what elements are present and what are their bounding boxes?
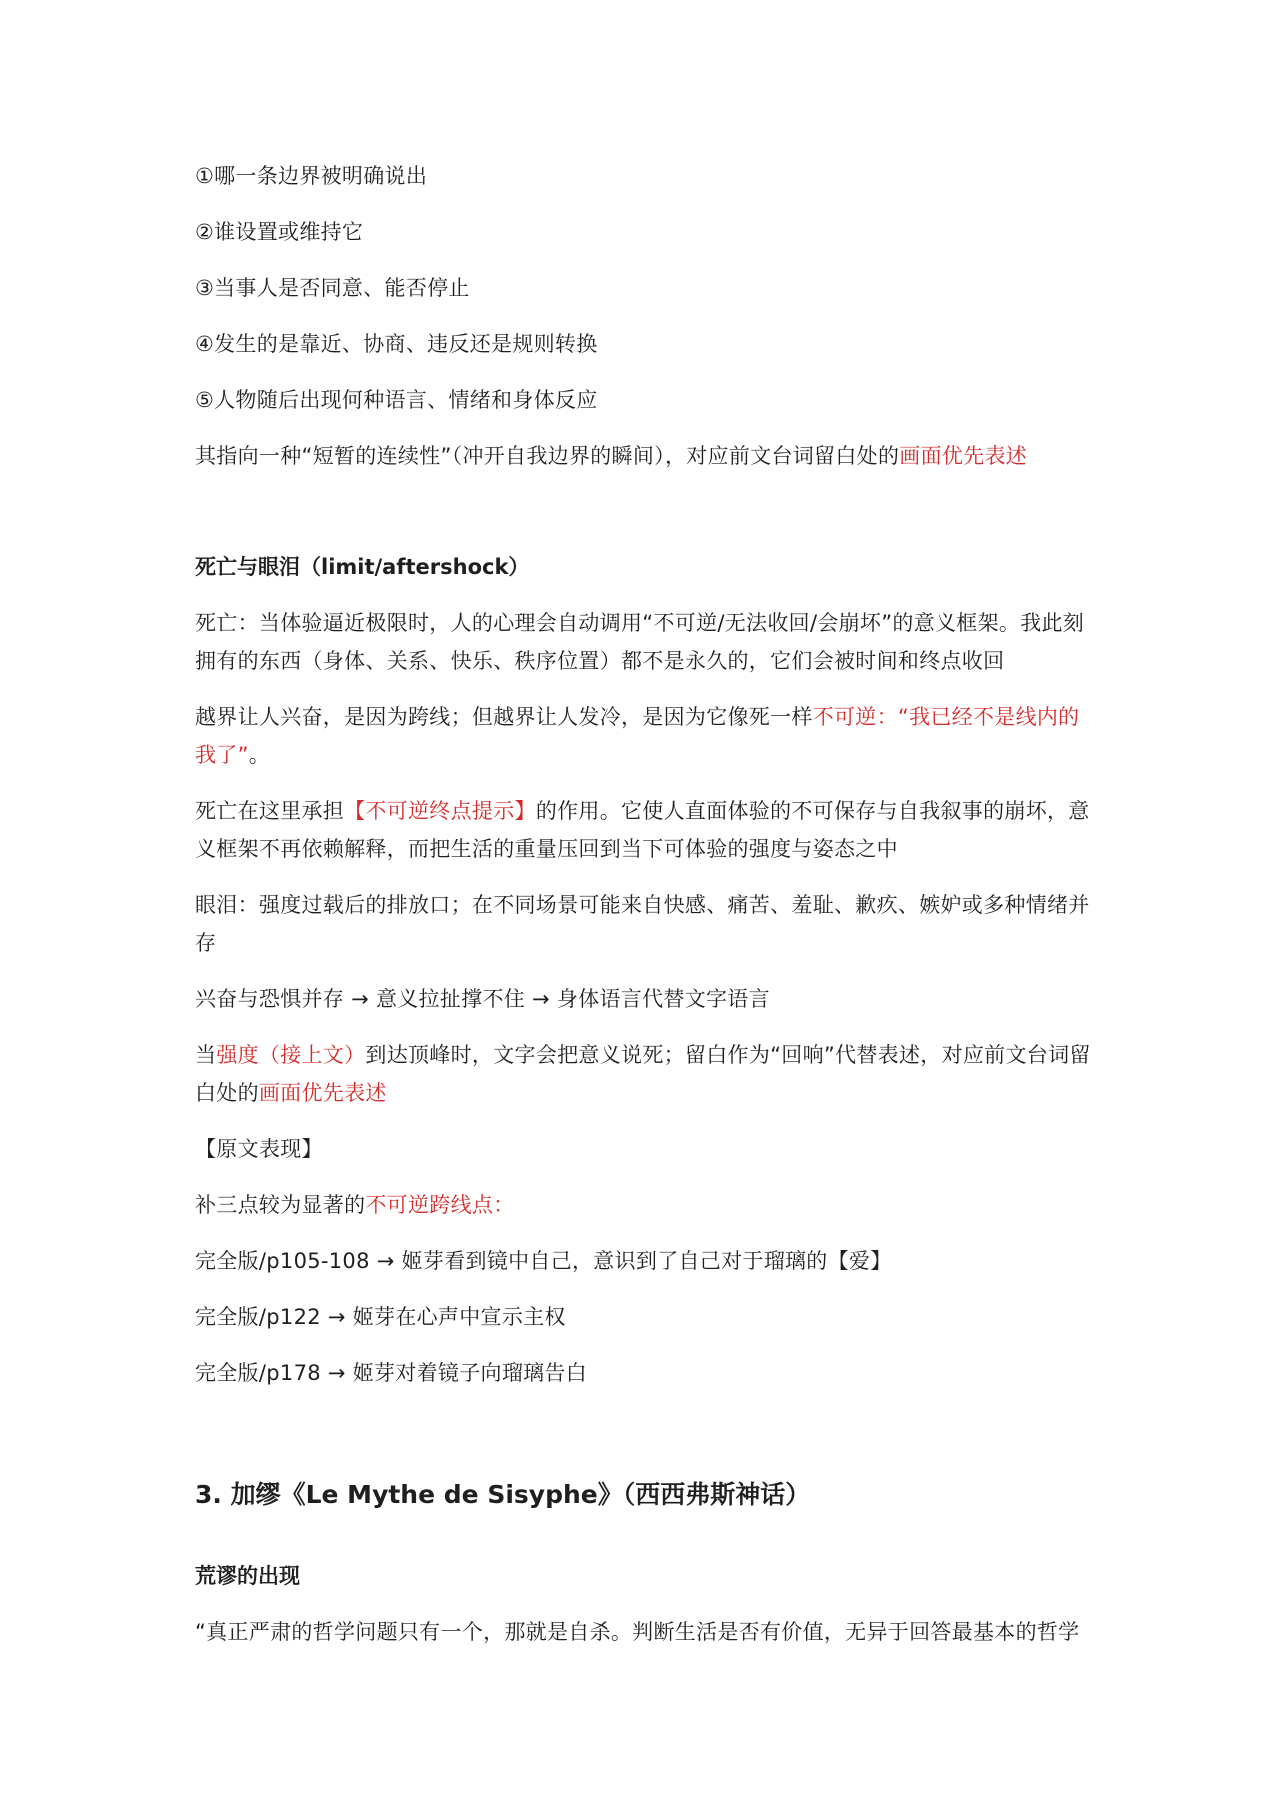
continuity-text: 其指向一种“短暂的连续性”（冲开自我边界的瞬间），对应前文台词留白处的 [195, 444, 900, 468]
flow-paragraph: 兴奋与恐惧并存 → 意义拉扯撑不住 → 身体语言代替文字语言 [195, 987, 770, 1011]
intensity-a: 当 [195, 1043, 217, 1067]
death-paragraph-3 [195, 792, 1095, 868]
camus-section-heading: 3. 加缪《Le Mythe de Sisyphe》（西西弗斯神话） [195, 1480, 811, 1509]
death-p3-a: 死亡在这里承担 [195, 799, 345, 823]
crossline-intro-highlight: 不可逆跨线点： [365, 1193, 515, 1217]
death-section-heading: 死亡与眼泪（limit/aftershock） [195, 555, 530, 579]
intensity-highlight-2: 画面优先表述 [258, 1081, 387, 1105]
death-p3-b: 的作用。它使人直面体验的不可保存与自我叙事的崩坏，意义框架不再依赖解释，而把生活的重量压回到当下可体验的强度与姿态之中 [195, 799, 1090, 861]
list-item-5: ⑤人物随后出现何种语言、情绪和身体反应 [195, 388, 598, 412]
continuity-paragraph [195, 437, 1027, 475]
list-item-1: ①哪一条边界被明确说出 [195, 164, 428, 188]
continuity-highlight: 画面优先表述 [899, 444, 1028, 468]
original-text-label: 【原文表现】 [195, 1137, 323, 1161]
intensity-highlight-1: 强度（接上文） [216, 1043, 366, 1067]
intensity-paragraph [195, 1036, 1095, 1112]
absurd-subheading: 荒谬的出现 [195, 1564, 300, 1588]
death-paragraph-2 [195, 698, 1095, 774]
reference-item-3: 完全版/p178 → 姬芽对着镜子向瑠璃告白 [195, 1361, 588, 1385]
death-p3-highlight: 【不可逆终点提示】 [344, 799, 536, 823]
tears-paragraph: 眼泪：强度过载后的排放口；在不同场景可能来自快感、痛苦、羞耻、歉疚、嫉妒或多种情绪并存 [195, 893, 1090, 955]
death-p2-highlight: 不可逆：“我已经不是线内的我了” [195, 705, 1080, 767]
list-item-4: ④发生的是靠近、协商、违反还是规则转换 [195, 332, 598, 356]
reference-item-2: 完全版/p122 → 姬芽在心声中宣示主权 [195, 1305, 566, 1329]
camus-paragraph-1: “真正严肃的哲学问题只有一个，那就是自杀。判断生活是否有价值，无异于回答最基本的哲学 [195, 1620, 1080, 1644]
death-paragraph-1: 死亡：当体验逼近极限时，人的心理会自动调用“不可逆/无法收回/会崩坏”的意义框架。我此刻拥有的东西（身体、关系、快乐、秩序位置）都不是永久的，它们会被时间和终点收回 [195, 611, 1085, 673]
reference-item-1: 完全版/p105-108 → 姬芽看到镜中自己，意识到了自己对于瑠璃的【爱】 [195, 1249, 892, 1273]
crossline-intro [195, 1186, 515, 1224]
crossline-intro-text: 补三点较为显著的 [195, 1193, 366, 1217]
death-p2-end: 。 [248, 743, 271, 767]
list-item-2: ②谁设置或维持它 [195, 220, 364, 244]
intensity-b: 到达顶峰时，文字会把意义说死；留白作为“回响”代替表述，对应前文台词留白处的 [195, 1043, 1091, 1105]
death-p2-text: 越界让人兴奋，是因为跨线；但越界让人发冷，是因为它像死一样 [195, 705, 813, 729]
list-item-3: ③当事人是否同意、能否停止 [195, 276, 470, 300]
